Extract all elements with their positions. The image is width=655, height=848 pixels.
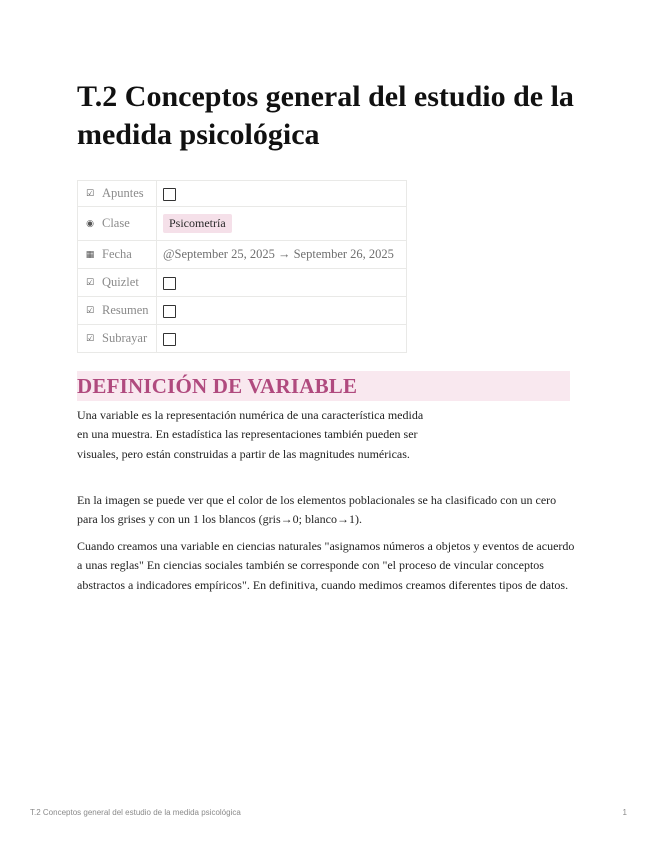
calendar-icon: ▦ — [85, 250, 95, 260]
property-label: Subrayar — [102, 331, 148, 345]
property-row-subrayar — [78, 325, 407, 353]
resumen-checkbox[interactable] — [163, 305, 176, 318]
select-property-icon: ◉ — [86, 219, 94, 229]
fecha-value[interactable]: @September 25, 2025 → September 26, 2025 — [163, 247, 394, 261]
property-key — [78, 181, 157, 207]
quizlet-checkbox[interactable] — [163, 277, 176, 290]
property-label: Fecha — [102, 247, 132, 261]
property-value — [157, 241, 407, 269]
checkbox-property-icon: ☑ — [85, 278, 95, 288]
property-label: Quizlet — [102, 275, 139, 289]
property-label: Clase — [102, 216, 130, 230]
properties-table — [77, 180, 407, 353]
paragraph: En la imagen se puede ver que el color de los elementos poblacionales se ha clasificado con un cero para los grises y con un 1 los blancos (gris→0; blanco→1). — [77, 493, 557, 527]
property-value — [157, 207, 407, 241]
property-row-fecha — [78, 241, 407, 269]
property-key — [78, 207, 157, 241]
section-heading: DEFINICIÓN DE VARIABLE — [77, 371, 570, 401]
checkbox-property-icon: ☑ — [85, 334, 95, 344]
property-label: Apuntes — [102, 186, 144, 200]
paragraph: Cuando creamos una variable en ciencias naturales "asignamos números a objetos y eventos de acuerdo a unas reglas" En ciencias sociales también se corresponde con "el proceso de vincular conceptos abstractos a indicadores empíricos". En definitiva, cuando medimos creamos diferentes tipos de datos. — [77, 539, 575, 592]
property-key — [78, 325, 157, 353]
page-title: T.2 Conceptos general del estudio de la medida psicológica — [77, 80, 574, 151]
property-value — [157, 269, 407, 297]
property-key — [78, 269, 157, 297]
property-row-quizlet — [78, 269, 407, 297]
property-value — [157, 181, 407, 207]
property-value — [157, 325, 407, 353]
property-row-resumen — [78, 297, 407, 325]
paragraph: Una variable es la representación numérica de una característica medida en una muestra. En estadística las representaciones también pueden ser visuales, pero están construidas a partir de las magnitudes numéricas. — [77, 408, 424, 461]
property-key — [78, 297, 157, 325]
page-number: 1 — [622, 808, 627, 817]
clase-tag[interactable]: Psicometría — [163, 214, 232, 233]
property-label: Resumen — [102, 303, 149, 317]
property-key — [78, 241, 157, 269]
apuntes-checkbox[interactable] — [163, 188, 176, 201]
checkbox-property-icon: ☑ — [85, 189, 95, 199]
property-value — [157, 297, 407, 325]
property-row-apuntes — [78, 181, 407, 207]
subrayar-checkbox[interactable] — [163, 333, 176, 346]
checkbox-property-icon: ☑ — [85, 306, 95, 316]
footer-title: T.2 Conceptos general del estudio de la medida psicológica — [30, 808, 241, 817]
property-row-clase — [78, 207, 407, 241]
